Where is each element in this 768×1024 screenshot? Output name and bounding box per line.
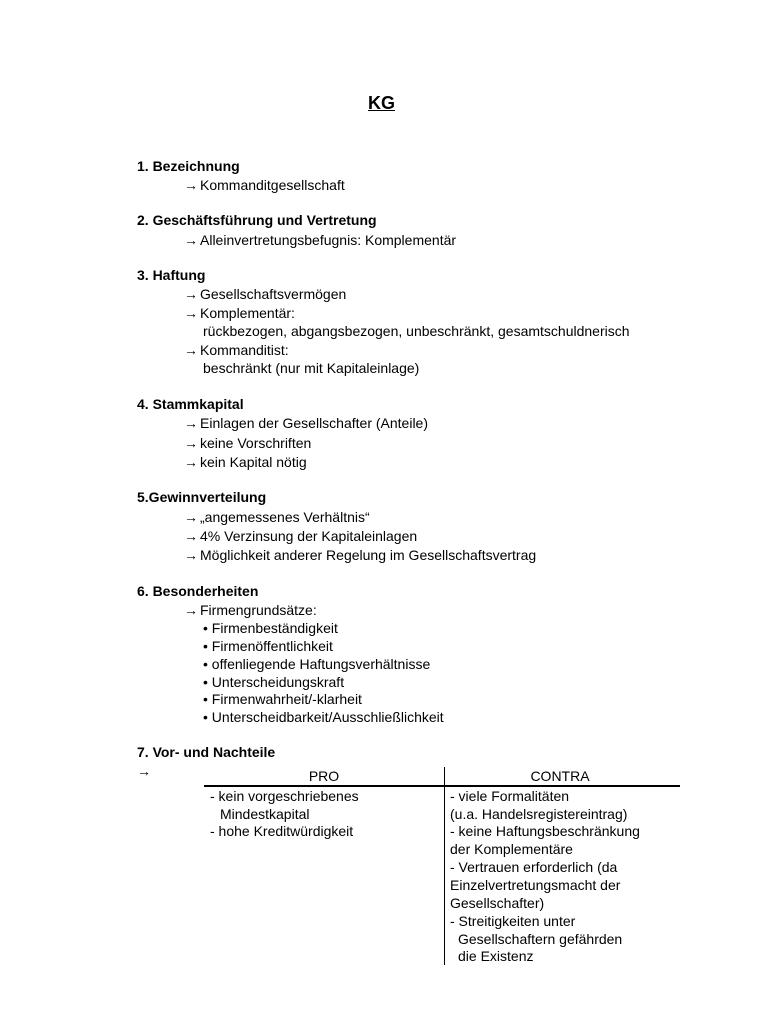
arrow-icon: → xyxy=(184,509,198,525)
list-item: → Einlagen der Gesellschafter (Anteile) xyxy=(184,415,429,431)
table-column-divider xyxy=(444,767,445,965)
contra-header: CONTRA xyxy=(530,768,590,784)
list-item: → Komplementär: xyxy=(184,305,295,321)
list-item: → „angemessenes Verhältnis“ xyxy=(184,509,370,525)
arrow-icon: → xyxy=(137,763,151,779)
bullet-item: • offenliegende Haftungsverhältnisse xyxy=(203,656,431,672)
pro-line: Mindestkapital xyxy=(220,806,310,822)
bullet-item: • Firmenöffentlichkeit xyxy=(203,638,333,654)
list-item: → kein Kapital nötig xyxy=(184,454,307,470)
arrow-icon: → xyxy=(184,286,198,302)
list-item: → Kommanditgesellschaft xyxy=(184,177,345,193)
section-heading-gewinnverteilung: 5.Gewinnverteilung xyxy=(137,489,267,505)
list-item: → Kommanditist: xyxy=(184,342,289,358)
list-item: → keine Vorschriften xyxy=(184,435,312,451)
arrow-icon: → xyxy=(184,232,198,248)
contra-line: - keine Haftungsbeschränkung xyxy=(450,823,640,839)
list-item: → Möglichkeit anderer Regelung im Gesellschaftsvertrag xyxy=(184,547,537,563)
list-item: → Gesellschaftsvermögen xyxy=(184,286,347,302)
contra-line: - Streitigkeiten unter xyxy=(450,913,576,929)
bullet-item: • Unterscheidbarkeit/Ausschließlichkeit xyxy=(203,709,444,725)
pro-header: PRO xyxy=(308,768,340,784)
arrow-icon: → xyxy=(184,528,198,544)
arrow-icon: → xyxy=(184,305,198,321)
section-heading-geschaeftsfuehrung: 2. Geschäftsführung und Vertretung xyxy=(137,212,377,228)
arrow-icon: → xyxy=(184,177,198,193)
contra-line: Gesellschaftern gefährden xyxy=(458,931,623,947)
arrow-icon: → xyxy=(184,547,198,563)
contra-line: Gesellschafter) xyxy=(450,895,545,911)
bullet-item: • Firmenbeständigkeit xyxy=(203,620,338,636)
page-title: KG xyxy=(368,93,395,113)
list-subtext: beschränkt (nur mit Kapitaleinlage) xyxy=(203,360,420,376)
section-heading-haftung: 3. Haftung xyxy=(137,267,206,283)
list-item: → Alleinvertretungsbefugnis: Komplementär xyxy=(184,232,457,248)
section-heading-besonderheiten: 6. Besonderheiten xyxy=(137,583,259,599)
list-item: → 4% Verzinsung der Kapitaleinlagen xyxy=(184,528,418,544)
contra-line: - viele Formalitäten xyxy=(450,788,570,804)
contra-line: (u.a. Handelsregistereintrag) xyxy=(450,806,628,822)
contra-line: Einzelvertretungsmacht der xyxy=(450,877,621,893)
section-heading-bezeichnung: 1. Bezeichnung xyxy=(137,158,240,174)
arrow-icon: → xyxy=(184,342,198,358)
arrow-icon: → xyxy=(184,415,198,431)
pro-line: - hohe Kreditwürdigkeit xyxy=(210,823,354,839)
arrow-icon: → xyxy=(184,602,198,618)
bullet-item: • Firmenwahrheit/-klarheit xyxy=(203,691,362,707)
section-heading-vor-nachteile: 7. Vor- und Nachteile xyxy=(137,744,276,760)
section-heading-stammkapital: 4. Stammkapital xyxy=(137,396,244,412)
contra-line: - Vertrauen erforderlich (da xyxy=(450,859,618,875)
contra-line: die Existenz xyxy=(458,948,534,964)
arrow-icon: → xyxy=(184,454,198,470)
pro-contra-table xyxy=(204,767,680,965)
bullet-item: • Unterscheidungskraft xyxy=(203,674,345,690)
pro-line: - kein vorgeschriebenes xyxy=(210,788,359,804)
arrow-icon: → xyxy=(184,435,198,451)
list-item: → Firmengrundsätze: xyxy=(184,602,317,618)
list-subtext: rückbezogen, abgangsbezogen, unbeschränkt, gesamtschuldnerisch xyxy=(203,323,630,339)
contra-line: der Komplementäre xyxy=(450,841,573,857)
